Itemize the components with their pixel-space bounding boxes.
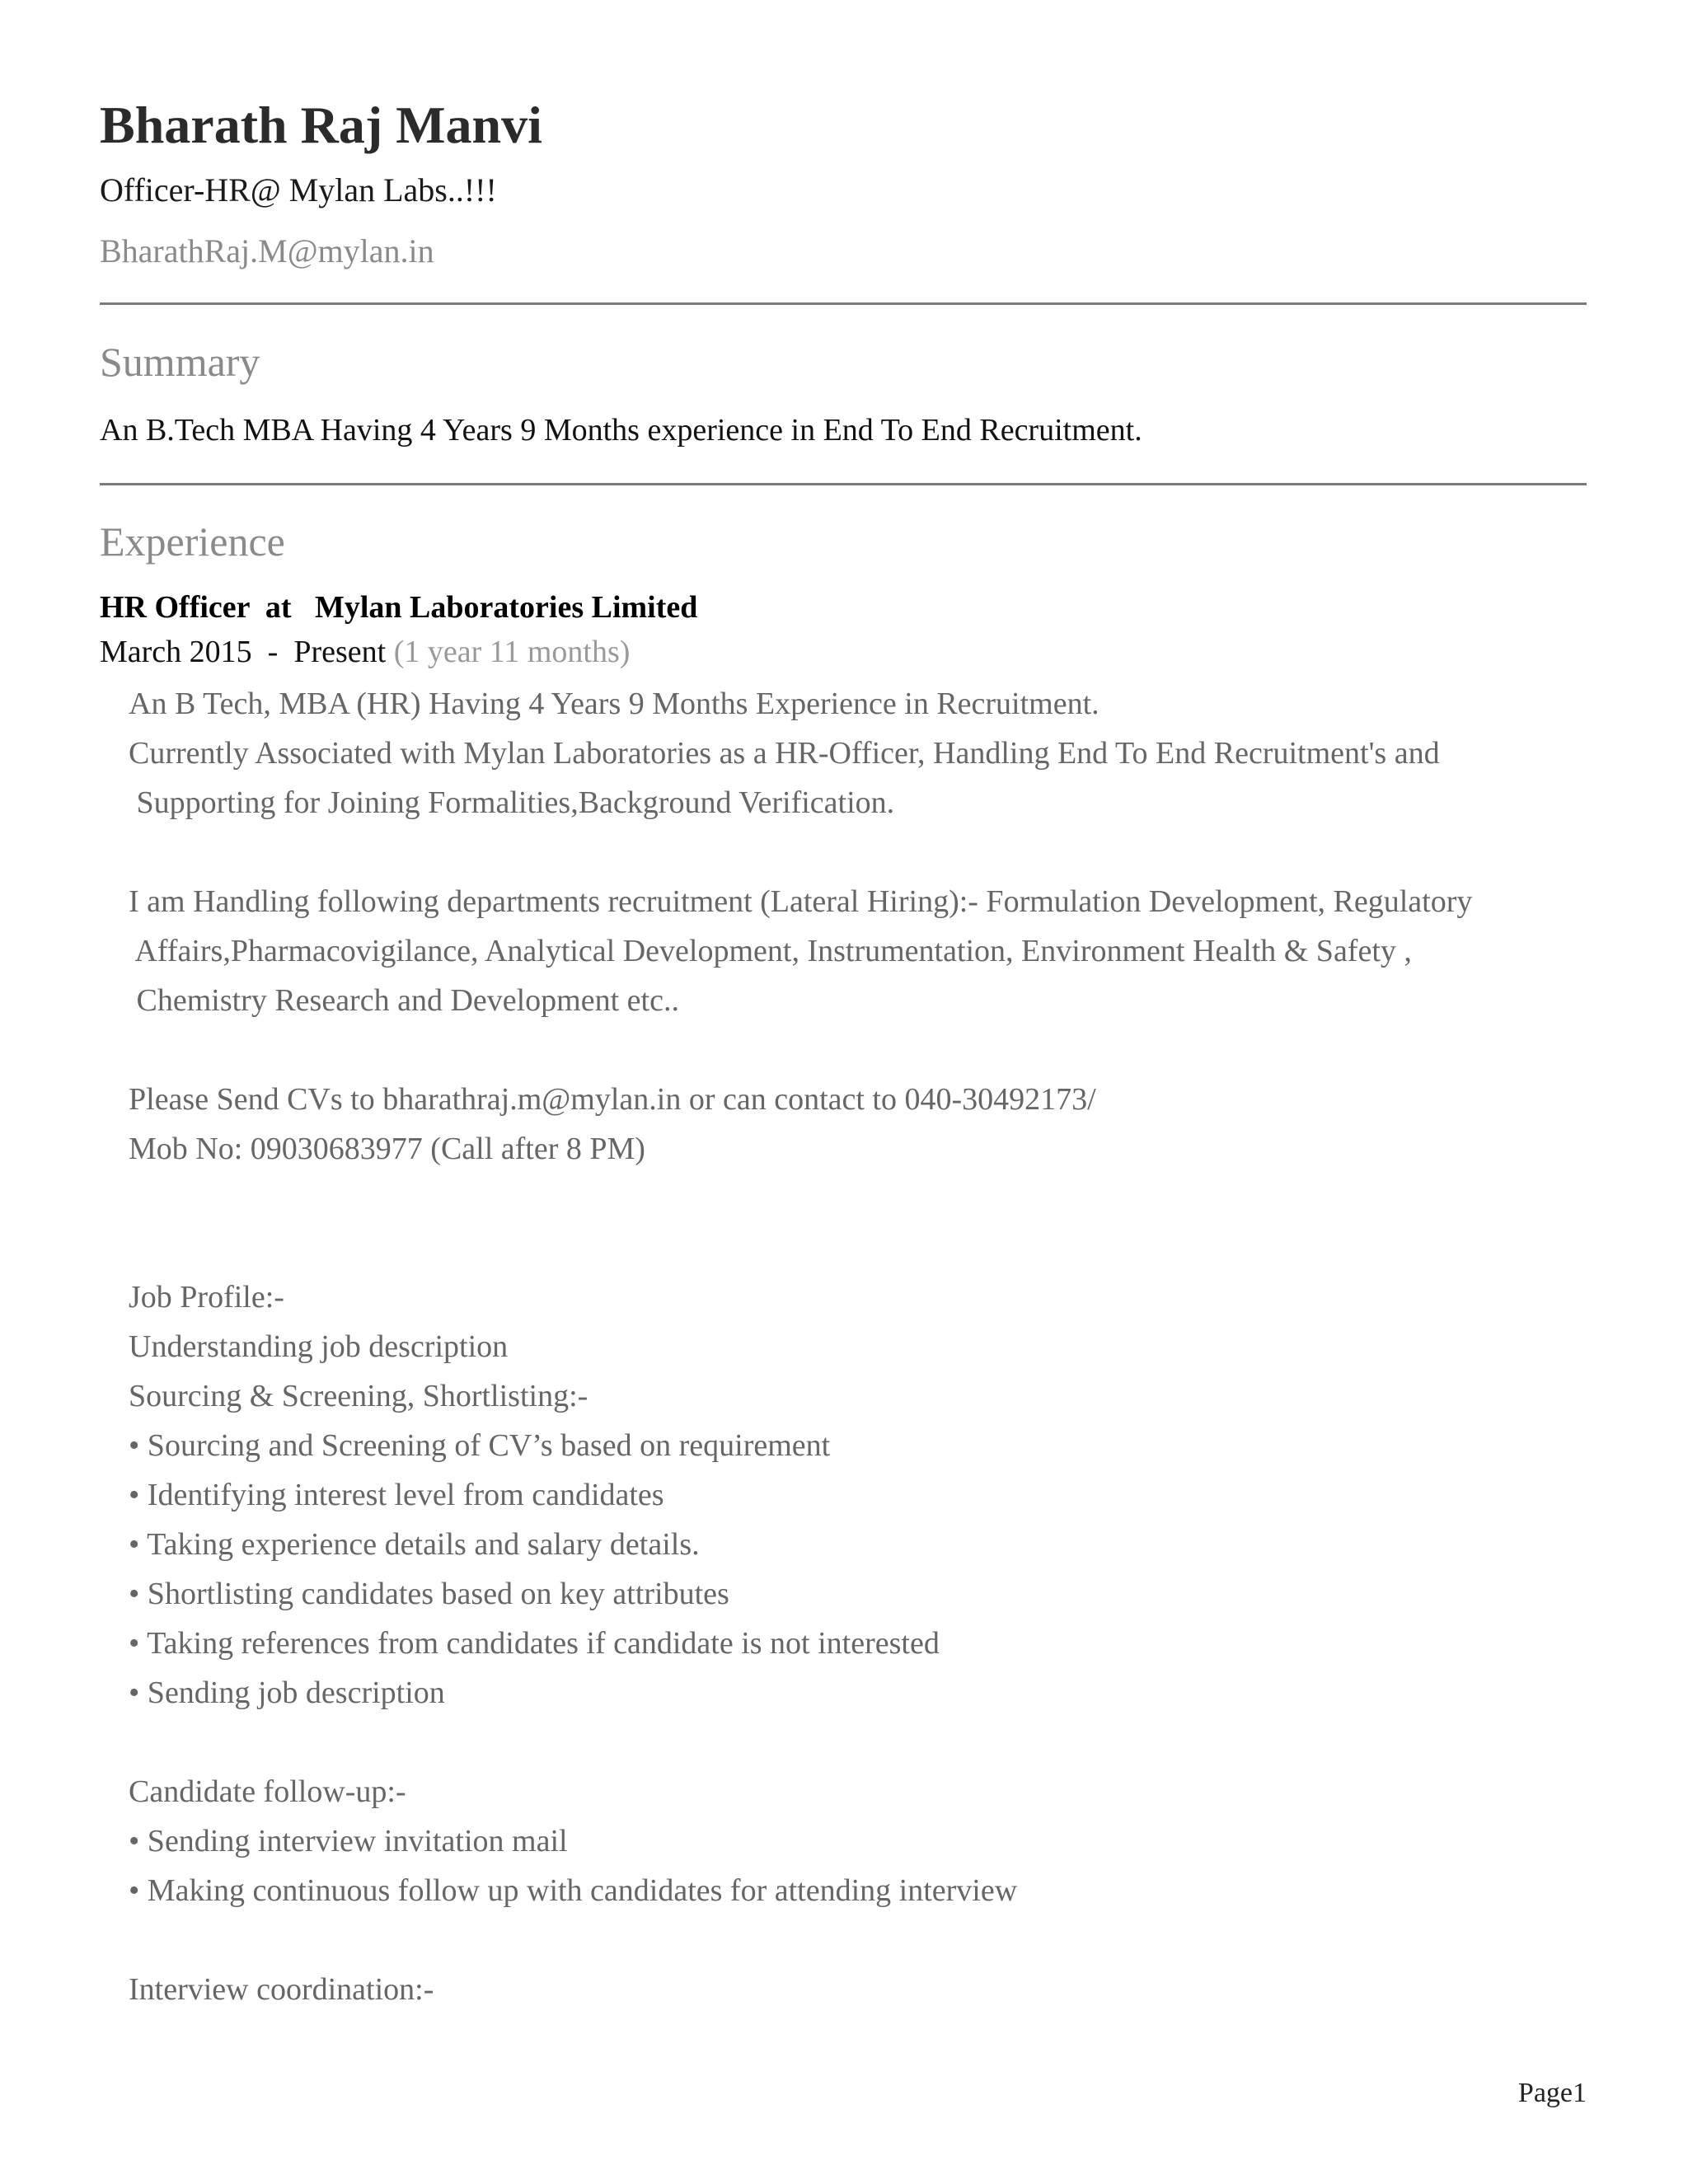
description-line: Affairs,Pharmacovigilance, Analytical Development, Instrumentation, Environment Health & Safety , bbox=[129, 934, 1412, 968]
job-dates bbox=[100, 632, 630, 672]
description-line: Mob No: 09030683977 (Call after 8 PM) bbox=[129, 1132, 645, 1166]
description-line bbox=[129, 827, 1579, 877]
description-line: Supporting for Joining Formalities,Background Verification. bbox=[129, 785, 895, 820]
page-number: Page1 bbox=[1517, 2078, 1587, 2108]
description-line: Sourcing & Screening, Shortlisting:- bbox=[129, 1379, 588, 1413]
description-line bbox=[129, 1915, 1579, 1965]
description-line: Interview coordination:- bbox=[129, 1972, 434, 2007]
description-line bbox=[129, 1174, 1579, 1223]
summary-text: An B.Tech MBA Having 4 Years 9 Months experience in End To End Recruitment. bbox=[100, 413, 1142, 448]
description-line bbox=[129, 1223, 1579, 1272]
job-date-range: March 2015 - Present bbox=[100, 635, 394, 669]
section-divider bbox=[100, 483, 1587, 485]
description-line: Understanding job description bbox=[129, 1329, 509, 1364]
description-line: • Shortlisting candidates based on key attributes bbox=[129, 1577, 729, 1611]
description-line: • Taking experience details and salary details. bbox=[129, 1527, 700, 1562]
description-line: Job Profile:- bbox=[129, 1280, 284, 1315]
description-line: I am Handling following departments recruitment (Lateral Hiring):- Formulation Development, Regulatory bbox=[129, 884, 1473, 919]
description-line: Please Send CVs to bharathraj.m@mylan.in or can contact to 040-30492173/ bbox=[129, 1082, 1096, 1117]
candidate-email: BharathRaj.M@mylan.in bbox=[100, 232, 434, 269]
job-description bbox=[129, 679, 1579, 2014]
candidate-name: Bharath Raj Manvi bbox=[100, 96, 542, 154]
description-line: • Identifying interest level from candidates bbox=[129, 1478, 664, 1512]
description-line bbox=[129, 1718, 1579, 1767]
description-line: • Sending job description bbox=[129, 1675, 445, 1710]
description-line: • Sourcing and Screening of CV’s based on requirement bbox=[129, 1428, 831, 1463]
job-title: HR Officer at Mylan Laboratories Limited bbox=[100, 590, 698, 625]
description-line: Chemistry Research and Development etc.. bbox=[129, 983, 679, 1018]
description-line: • Taking references from candidates if candidate is not interested bbox=[129, 1626, 940, 1661]
description-line: Candidate follow-up:- bbox=[129, 1774, 406, 1809]
experience-heading: Experience bbox=[100, 518, 285, 565]
description-line: Currently Associated with Mylan Laboratories as a HR-Officer, Handling End To End Recruitment's and bbox=[129, 736, 1440, 771]
description-line bbox=[129, 1025, 1579, 1075]
section-divider bbox=[100, 302, 1587, 305]
job-duration: (1 year 11 months) bbox=[393, 635, 631, 669]
description-line: • Sending interview invitation mail bbox=[129, 1824, 568, 1858]
candidate-headline: Officer-HR@ Mylan Labs..!!! bbox=[100, 171, 497, 209]
summary-heading: Summary bbox=[100, 339, 260, 385]
description-line: • Making continuous follow up with candidates for attending interview bbox=[129, 1873, 1018, 1908]
description-line: An B Tech, MBA (HR) Having 4 Years 9 Months Experience in Recruitment. bbox=[129, 687, 1100, 721]
